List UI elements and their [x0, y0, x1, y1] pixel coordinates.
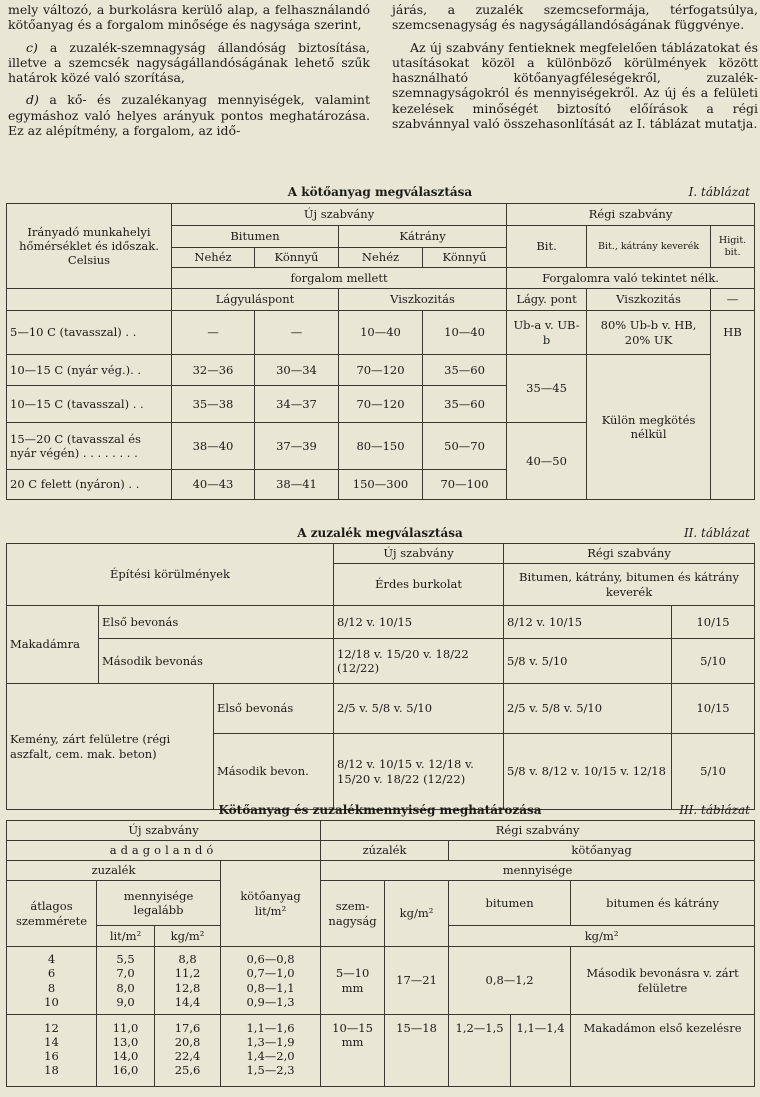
- table2-cell: 12/18 v. 15/20 v. 18/22 (12/22): [334, 639, 504, 684]
- table1-bit: Bit.: [507, 226, 587, 268]
- table3-uj: Új szabvány: [7, 821, 321, 841]
- table3-cell: 10—15 mm: [321, 1015, 385, 1087]
- table1-lagyulaspont: Lágyuláspont: [172, 289, 339, 311]
- table3-cell: 11,0 13,0 14,0 16,0: [97, 1015, 155, 1087]
- table3-cell: Makadámon első kezelésre: [571, 1015, 755, 1087]
- table1-row-label: 10—15 C (tavasszal) . .: [7, 386, 172, 423]
- table1-viszkozitas: Viszkozitás: [339, 289, 507, 311]
- table3-cell: 0,6—0,8 0,7—1,0 0,8—1,1 0,9—1,3: [221, 947, 321, 1015]
- table3-cell: 1,2—1,5: [449, 1015, 511, 1087]
- paragraph-text: a zuzalék-szemnagyság állandóság biztosítása, illetve a szemcsék nagyságállandóságának lehető szűk határok közé való szorítása,: [8, 39, 370, 85]
- table3-cell: 17—21: [385, 947, 449, 1015]
- table1-higit: Higit. bit.: [711, 226, 755, 268]
- table3-cell: 4 6 8 10: [7, 947, 97, 1015]
- table2-row-label: Első bevonás: [214, 684, 334, 734]
- table1-cell: 40—50: [507, 423, 587, 500]
- table3-number: III. táblázat: [679, 803, 750, 817]
- table1-number: I. táblázat: [688, 185, 750, 199]
- table1-forgalomra: Forgalomra való tekintet nélk.: [507, 268, 755, 289]
- table3-kotoanyag: kötőanyag: [449, 841, 755, 861]
- table1-cell: —: [172, 311, 255, 355]
- table3-mennyisege-legalabb: mennyisége legalább: [97, 881, 221, 926]
- table3-kgm2: kg/m²: [385, 881, 449, 947]
- table2-cell: 8/12 v. 10/15 v. 12/18 v. 15/20 v. 18/22 (12/22): [334, 734, 504, 810]
- table1-cell: Külön megkötés nélkül: [587, 355, 711, 500]
- table1-bitumen: Bitumen: [172, 226, 339, 248]
- table3-cell: 0,8—1,2: [449, 947, 571, 1015]
- table3-cell: 8,8 11,2 12,8 14,4: [155, 947, 221, 1015]
- table3-title-row: [6, 803, 754, 819]
- table1-cell: 70—120: [339, 355, 423, 386]
- table1-cell: 35—60: [423, 386, 507, 423]
- table3-regi: Régi szabvány: [321, 821, 755, 841]
- table2-cell: 5/10: [672, 639, 755, 684]
- table2-cell: 5/8 v. 5/10: [504, 639, 672, 684]
- table1-regi: Régi szabvány: [507, 204, 755, 226]
- table2-cell: 5/10: [672, 734, 755, 810]
- table1-lagy-pont: Lágy. pont: [507, 289, 587, 311]
- paragraph-text: a kő- és zuzalékanyag mennyiségek, valamint egymáshoz való helyes arányuk pontos meghatározása. Ez az alépítmény, a forgalom, az idő-: [8, 92, 370, 138]
- table1-cell: 10—40: [423, 311, 507, 355]
- table1-dash: —: [711, 289, 755, 311]
- table1-cell: Ub-a v. UB-b: [507, 311, 587, 355]
- table3-litm2: lit/m²: [97, 926, 155, 947]
- table1-cell: 70—100: [423, 470, 507, 500]
- table2-uj: Új szabvány: [334, 544, 504, 564]
- table2-cell: 5/8 v. 8/12 v. 10/15 v. 12/18: [504, 734, 672, 810]
- table1-row-label: 10—15 C (nyár vég.). .: [7, 355, 172, 386]
- list-marker: d): [26, 92, 39, 108]
- paragraph: járás, a zuzalék szemcseformája, térfogatsúlya, szemcsenagyság és nagyságállandóságának függvénye.: [392, 2, 758, 33]
- table2-cell: 8/12 v. 10/15: [334, 606, 504, 639]
- table2-cell: 8/12 v. 10/15: [504, 606, 672, 639]
- table3-title: Kötőanyag és zuzalékmennyiség meghatározása: [218, 803, 542, 817]
- table2-epitesi: Építési körülmények: [7, 544, 334, 606]
- table3-cell: 15—18: [385, 1015, 449, 1087]
- table1-cell: 34—37: [255, 386, 339, 423]
- paragraph-c: [8, 40, 370, 86]
- table2-cell: 2/5 v. 5/8 v. 5/10: [504, 684, 672, 734]
- table1-cell: 10—40: [339, 311, 423, 355]
- table1: [6, 203, 755, 500]
- table3-cell: 1,1—1,6 1,3—1,9 1,4—2,0 1,5—2,3: [221, 1015, 321, 1087]
- table3-kotoanyag-lit: kötőanyag lit/m²: [221, 861, 321, 947]
- table1-cell: 80% Ub-b v. HB, 20% UK: [587, 311, 711, 355]
- table3-mennyisege: mennyisége: [321, 861, 755, 881]
- table1-uj: Új szabvány: [172, 204, 507, 226]
- intro-right-column: [392, 2, 758, 138]
- table2-makadam: Makadámra: [7, 606, 99, 684]
- table1-cell: 32—36: [172, 355, 255, 386]
- list-marker: c): [26, 39, 38, 55]
- table3-cell: 1,1—1,4: [511, 1015, 571, 1087]
- table3-zuzalek-regi: zúzalék: [321, 841, 449, 861]
- table3-kgm2b: kg/m²: [155, 926, 221, 947]
- intro-text: [8, 2, 758, 176]
- table3-szem: szem-nagyság: [321, 881, 385, 947]
- table3-cell: 5,5 7,0 8,0 9,0: [97, 947, 155, 1015]
- table2-title: A zuzalék megválasztása: [297, 526, 463, 540]
- table3-bitumen-katrany: bitumen és kátrány: [571, 881, 755, 926]
- table2-cell: 10/15: [672, 606, 755, 639]
- table3-cell: 17,6 20,8 22,4 25,6: [155, 1015, 221, 1087]
- table1-empty-cell: [7, 289, 172, 311]
- table1-title: A kötőanyag megválasztása: [287, 185, 473, 199]
- table1-katrany: Kátrány: [339, 226, 507, 248]
- paragraph: mely változó, a burkolásra kerülő alap, a felhasználandó kötőanyag és a forgalom minősége és nagysága szerint,: [8, 2, 370, 33]
- table3-atlagos: átlagos szemmérete: [7, 881, 97, 947]
- paragraph: Az új szabvány fentieknek megfelelően táblázatokat és utasításokat közöl a különböző körülmények között használható kötőanyagféleségekről, zuzalék-szemnagyságokról és mennyiségekről. Az új és a felületi kezelések minőségét biztosító előírások a régi szabvánnyal való összehasonlítását az I. táblázat mutatja.: [392, 39, 758, 131]
- table3-cell: 5—10 mm: [321, 947, 385, 1015]
- table2-cell: 2/5 v. 5/8 v. 5/10: [334, 684, 504, 734]
- table1-cell: 38—40: [172, 423, 255, 470]
- table1-cell: 30—34: [255, 355, 339, 386]
- table2-erdes: Érdes burkolat: [334, 564, 504, 606]
- table1-nehez: Nehéz: [339, 248, 423, 268]
- table2-cell: 10/15: [672, 684, 755, 734]
- table1-konnyu: Könnyű: [423, 248, 507, 268]
- table2-regi: Régi szabvány: [504, 544, 755, 564]
- table3-adagolando: adagolandó: [7, 841, 321, 861]
- table1-title-row: [6, 185, 754, 201]
- table1-rowhead: Irányadó munkahelyi hőmérséklet és időszak. Celsius: [7, 204, 172, 289]
- table1-cell: 35—38: [172, 386, 255, 423]
- table1-forgalom-mellett: forgalom mellett: [172, 268, 507, 289]
- paragraph-d: [8, 92, 370, 138]
- table1-viszkozitas-regi: Viszkozitás: [587, 289, 711, 311]
- table1-cell: HB: [711, 311, 755, 500]
- table1-row-label: 5—10 C (tavasszal) . .: [7, 311, 172, 355]
- table1-cell: 50—70: [423, 423, 507, 470]
- table3: [6, 820, 755, 1087]
- table3-cell: Második bevonásra v. zárt felületre: [571, 947, 755, 1015]
- table1-nehez: Nehéz: [172, 248, 255, 268]
- table1-cell: 37—39: [255, 423, 339, 470]
- table2-kemeny: Kemény, zárt felületre (régi aszfalt, cem. mak. beton): [7, 684, 214, 810]
- table1-bit-katrany: Bit., kátrány keverék: [587, 226, 711, 268]
- table2-title-row: [6, 526, 754, 542]
- table1-konnyu: Könnyű: [255, 248, 339, 268]
- table1-cell: —: [255, 311, 339, 355]
- table1-cell: 38—41: [255, 470, 339, 500]
- table3-zuzalek-uj: zuzalék: [7, 861, 221, 881]
- table1-cell: 40—43: [172, 470, 255, 500]
- table3-bitumen: bitumen: [449, 881, 571, 926]
- table1-cell: 150—300: [339, 470, 423, 500]
- table2-row-label: Második bevon.: [214, 734, 334, 810]
- table1-cell: 35—60: [423, 355, 507, 386]
- table2: [6, 543, 755, 810]
- table3-kgm2c: kg/m²: [449, 926, 755, 947]
- table2-bitumen-kev: Bitumen, kátrány, bitumen és kátrány keverék: [504, 564, 755, 606]
- table2-row-label: Első bevonás: [99, 606, 334, 639]
- intro-left-column: [8, 2, 370, 145]
- table1-cell: 80—150: [339, 423, 423, 470]
- table1-cell: 35—45: [507, 355, 587, 423]
- table1-cell: 70—120: [339, 386, 423, 423]
- table1-row-label: 15—20 C (tavasszal és nyár végén) . . . . . . . .: [7, 423, 172, 470]
- table2-row-label: Második bevonás: [99, 639, 334, 684]
- table1-row-label: 20 C felett (nyáron) . .: [7, 470, 172, 500]
- table3-cell: 12 14 16 18: [7, 1015, 97, 1087]
- table2-number: II. táblázat: [683, 526, 750, 540]
